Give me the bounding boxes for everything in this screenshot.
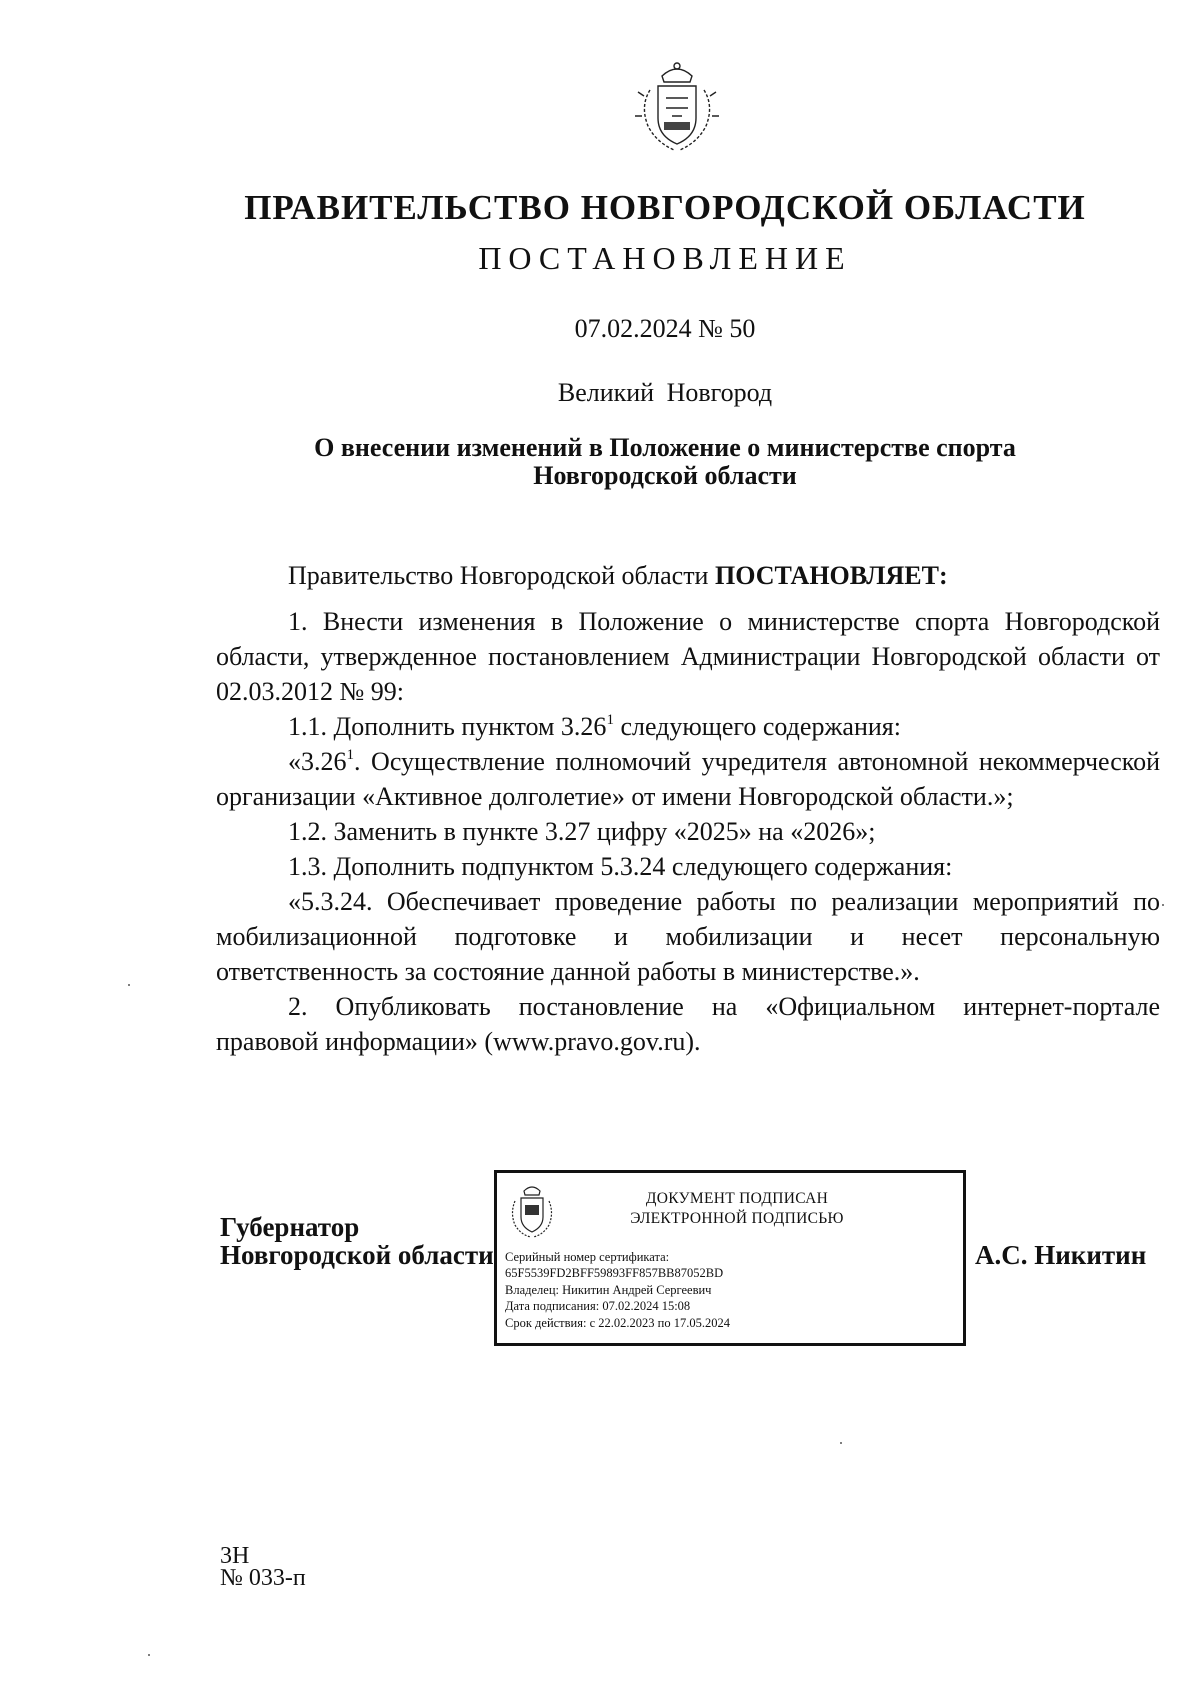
stamp-title-line-1: ДОКУМЕНТ ПОДПИСАН xyxy=(645,1190,829,1207)
scan-speck xyxy=(128,984,130,986)
clause-1-1-text-end: следующего содержания: xyxy=(613,712,901,741)
coat-of-arms-emblem xyxy=(632,56,722,156)
scan-speck xyxy=(840,1442,842,1444)
certificate-owner: Владелец: Никитин Андрей Сергеевич xyxy=(505,1282,712,1297)
quote-5-3-24: «5.3.24. Обеспечивает проведение работы по реализации мероприятий по мобилизационной подготовке и мобилизации и несет персональную ответственность за состояние данной работы в министерстве.». xyxy=(216,887,1160,986)
stamp-details xyxy=(505,1249,730,1331)
document-footer-code xyxy=(220,1545,306,1589)
quote-1-text-end: . Осуществление полномочий учредителя автономной некоммерческой организации «Активное долголетие» от имени Новгородской области.»; xyxy=(216,747,1160,811)
clause-1-3: 1.3. Дополнить подпунктом 5.3.24 следующего содержания: xyxy=(288,852,953,881)
stamp-title-line-2: ЭЛЕКТРОННОЙ ПОДПИСЬЮ xyxy=(630,1210,844,1227)
clause-2: 2. Опубликовать постановление на «Официальном интернет-портале правовой информации» (www.pravo.gov.ru). xyxy=(216,992,1160,1056)
signer-position-line-1: Губернатор xyxy=(220,1212,360,1242)
city: Великий Новгород xyxy=(557,378,773,407)
document-subject xyxy=(0,434,1200,490)
stamp-emblem-icon xyxy=(507,1181,557,1239)
stamp-heading xyxy=(577,1189,897,1229)
superscript: 1 xyxy=(606,712,614,728)
subject-line-2: Новгородской области xyxy=(533,461,797,490)
signing-date: Дата подписания: 07.02.2024 15:08 xyxy=(505,1299,691,1314)
clause-1-2: 1.2. Заменить в пункте 3.27 цифру «2025» на «2026»; xyxy=(288,817,876,846)
preamble-decree-word: ПОСТАНОВЛЯЕТ: xyxy=(714,561,948,590)
document-body xyxy=(216,558,1160,1059)
document-type: ПОСТАНОВЛЕНИЕ xyxy=(478,240,852,276)
preamble xyxy=(216,558,1160,593)
document-code: № 033-п xyxy=(220,1565,306,1591)
signer-position xyxy=(220,1213,494,1269)
clause-1-1-text: 1.1. Дополнить пунктом 3.26 xyxy=(288,712,607,741)
signer-position-line-2: Новгородской области xyxy=(220,1240,494,1270)
quote-3-26-1 xyxy=(216,744,1160,814)
certificate-serial-value: 65F5539FD2BFF59893FF857BB87052BD xyxy=(505,1266,724,1281)
electronic-signature-stamp xyxy=(494,1170,966,1346)
scan-speck xyxy=(1162,904,1164,906)
preamble-text: Правительство Новгородской области xyxy=(288,561,715,590)
clause-1: 1. Внести изменения в Положение о министерстве спорта Новгородской области, утвержденное постановлением Администрации Новгородской области от 02.03.2012 № 99: xyxy=(216,607,1160,706)
superscript: 1 xyxy=(346,747,354,763)
clause-1-1 xyxy=(216,709,1160,744)
organization-title: ПРАВИТЕЛЬСТВО НОВГОРОДСКОЙ ОБЛАСТИ xyxy=(244,188,1086,227)
scan-speck xyxy=(148,1654,150,1656)
executor-code: 3Н xyxy=(220,1543,250,1569)
quote-1-text: «3.26 xyxy=(288,747,347,776)
signer-name: А.С. Никитин xyxy=(975,1240,1147,1270)
subject-line-1: О внесении изменений в Положение о министерстве спорта xyxy=(314,433,1016,462)
certificate-serial-label: Серийный номер сертификата: xyxy=(505,1250,670,1264)
certificate-validity: Срок действия: с 22.02.2023 по 17.05.2024 xyxy=(505,1315,730,1330)
date-and-number: 07.02.2024 № 50 xyxy=(574,314,756,343)
